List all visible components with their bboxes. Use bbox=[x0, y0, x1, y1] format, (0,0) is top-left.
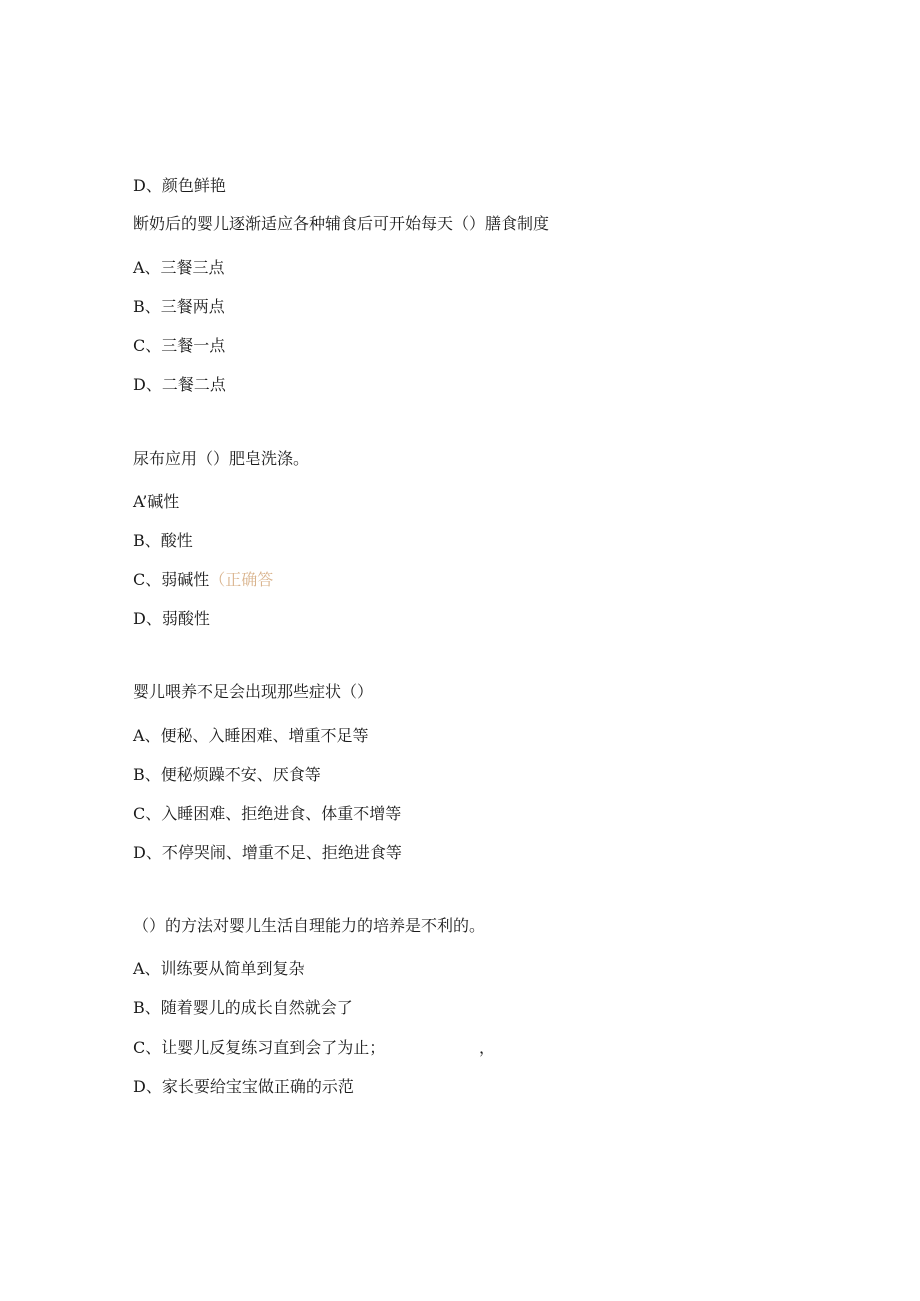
answer-hint: （正确答 bbox=[209, 570, 274, 589]
q3-option-b: B、便秘烦躁不安、厌食等 bbox=[133, 765, 321, 784]
q4-trailing-mark: ， bbox=[479, 1038, 496, 1057]
question-1: 断奶后的婴儿逐渐适应各种辅食后可开始每天（）膳食制度 bbox=[133, 214, 550, 233]
question-3: 婴儿喂养不足会出现那些症状（） bbox=[133, 682, 374, 701]
q2-option-d: D、弱酸性 bbox=[133, 609, 210, 628]
q2-option-a: A’碱性 bbox=[133, 492, 180, 511]
q3-option-a: A、便秘、入睡困难、增重不足等 bbox=[133, 726, 369, 745]
q1-option-c: C、三餐一点 bbox=[133, 336, 226, 355]
prev-option-d: D、颜色鲜艳 bbox=[133, 176, 226, 195]
question-2: 尿布应用（）肥皂洗涤。 bbox=[133, 449, 310, 468]
q2-option-c-text: C、弱碱性 bbox=[133, 570, 210, 589]
q4-option-b: B、随着婴儿的成长自然就会了 bbox=[133, 998, 353, 1017]
q4-option-d: D、家长要给宝宝做正确的示范 bbox=[133, 1077, 354, 1096]
q4-option-c: C、让婴儿反复练习直到会了为止； bbox=[133, 1038, 386, 1057]
q1-option-d: D、二餐二点 bbox=[133, 375, 226, 394]
q1-option-b: B、三餐两点 bbox=[133, 297, 225, 316]
q2-option-b: B、酸性 bbox=[133, 531, 193, 550]
q4-option-a: A、训练要从简单到复杂 bbox=[133, 959, 305, 978]
q3-option-c: C、入睡困难、拒绝进食、体重不增等 bbox=[133, 804, 402, 823]
q1-option-a: A、三餐三点 bbox=[133, 258, 225, 277]
q2-option-c bbox=[133, 570, 273, 590]
q3-option-d: D、不停哭闹、增重不足、拒绝进食等 bbox=[133, 843, 402, 862]
question-4: （）的方法对婴儿生活自理能力的培养是不利的。 bbox=[133, 916, 486, 935]
